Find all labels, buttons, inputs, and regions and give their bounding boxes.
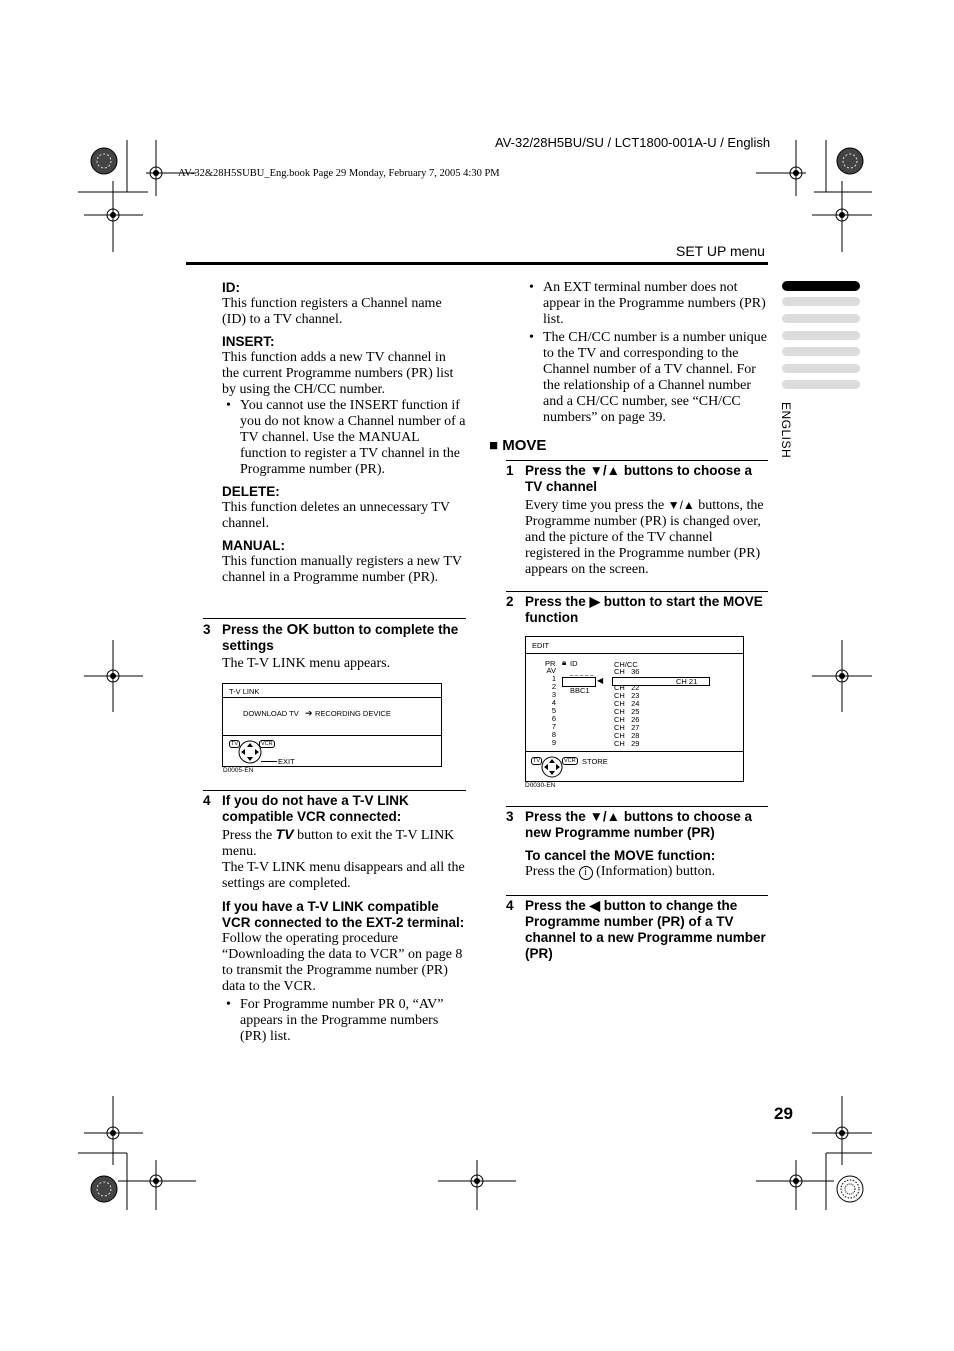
down-up-arrows-icon: ▼/▲ [589, 463, 621, 478]
step-number: 3 [506, 809, 514, 824]
edit-title: EDIT [532, 641, 550, 650]
moving-channel: CH 21 [676, 677, 698, 686]
pr-item: 5 [551, 706, 556, 715]
cancel-text-b: (Information) button. [596, 864, 716, 879]
step-number: 4 [203, 793, 211, 808]
divider [203, 618, 466, 619]
id-heading: ID: [222, 280, 240, 295]
screen-code: D0005-EN [223, 767, 254, 774]
chcc-item: CH 26 [614, 715, 640, 724]
exit-line [261, 761, 277, 762]
right-step-2 [506, 594, 768, 626]
pr-item: 3 [551, 690, 556, 699]
tab-active [782, 281, 860, 291]
recording-label: RECORDING DEVICE [315, 709, 391, 718]
pr-item: 1 [551, 674, 556, 683]
screen-divider [223, 735, 441, 736]
delete-text: This function deletes an unnecessary TV channel. [222, 500, 450, 531]
id-dashes: – – – – – [570, 673, 594, 679]
tab [782, 364, 860, 373]
id-text: This function registers a Channel name (ID) to a TV channel. [222, 296, 442, 327]
step-number: 1 [506, 463, 514, 478]
divider [203, 790, 466, 791]
dpad-icon [237, 739, 263, 765]
screen-code: D0030-EN [525, 782, 556, 789]
move-title: MOVE [502, 437, 547, 454]
step4-text2: The T-V LINK menu disappears and all the settings are completed. [222, 860, 465, 891]
pr-item: 4 [551, 698, 556, 707]
side-tab-english: ENGLISH [779, 402, 793, 459]
step3-head-b: button to complete the settings [222, 622, 459, 653]
tvlink-screen [222, 683, 442, 767]
chcc-item: CH 23 [614, 691, 640, 700]
tvlink-compatible-heading: If you have a T-V LINK compatible VCR connected to the EXT-2 terminal: [222, 899, 465, 930]
section-title: SET UP menu [676, 243, 765, 259]
tv-button: TV [231, 741, 239, 747]
tv-icon: TV [275, 826, 294, 842]
ext-bullet: • An EXT terminal number does not appear in the Programme numbers (PR) list. [525, 280, 767, 328]
left-step-4 [203, 793, 465, 1045]
step4-text-b: button to exit the T-V LINK menu. [222, 828, 455, 859]
pr-column-header: PR [545, 659, 556, 668]
chcc-item: CH 29 [614, 739, 640, 748]
chcc-item: CH 36 [614, 667, 640, 676]
step-number: 3 [203, 622, 211, 637]
tab [782, 297, 860, 306]
screen-divider [223, 697, 441, 698]
info-icon: i [579, 866, 593, 880]
divider [506, 591, 768, 592]
pr-item: 7 [551, 722, 556, 731]
pr-item: AV [546, 666, 556, 675]
tab [782, 380, 860, 389]
vcr-button: VCR [261, 741, 273, 747]
down-up-arrows-icon: ▼/▲ [667, 498, 695, 512]
dpad-icon [540, 755, 564, 779]
arrow-right-icon: ➔ [305, 708, 313, 718]
divider [506, 895, 768, 896]
exit-label: EXIT [278, 757, 295, 766]
ok-icon: OK [286, 621, 310, 638]
s4-head-b: button to change the Programme number (PR) of a TV channel to a new Programme number (PR) [525, 898, 766, 961]
chcc-column-header: CH/CC [614, 660, 638, 669]
bbc1-label: BBC1 [570, 686, 590, 695]
lock-icon: 🔒︎ [562, 658, 567, 667]
cancel-text-a: Press the [525, 864, 576, 879]
model-line: AV-32/28H5BU/SU / LCT1800-001A-U / English [495, 135, 771, 150]
right-column-top [525, 280, 767, 426]
tab [782, 314, 860, 323]
manual-text: This function manually registers a new TV channel in a Programme number (PR). [222, 554, 462, 585]
left-column [222, 280, 466, 586]
pr-item: 9 [551, 738, 556, 747]
right-step-4 [506, 898, 768, 962]
chcc-item: CH 28 [614, 731, 640, 740]
square-bullet-icon: ■ [489, 437, 499, 454]
chcc-item: CH 22 [614, 683, 640, 692]
s4-head-a: Press the [525, 898, 586, 913]
vcr-button: VCR [564, 758, 576, 764]
store-label: STORE [582, 757, 608, 766]
s2-head-b: button to start the MOVE function [525, 594, 763, 625]
tvlink-title: T-V LINK [229, 687, 260, 696]
s3-head-b: buttons to choose a new Programme number (PR) [525, 809, 753, 840]
chcc-item: CH 24 [614, 699, 640, 708]
chcc-item: CH 25 [614, 707, 640, 716]
page-number: 29 [774, 1104, 793, 1123]
insert-heading: INSERT: [222, 334, 275, 349]
right-step-1 [506, 463, 768, 578]
right-step-3 [506, 809, 768, 880]
divider [506, 806, 768, 807]
insert-bullet: • You cannot use the INSERT function if you do not know a Channel number of a TV channel. Use the MANUAL function to register a TV channel in the Programme number (PR). [222, 398, 466, 478]
pr-item: 2 [551, 682, 556, 691]
pr-item: 6 [551, 714, 556, 723]
id-column-header: ID [570, 659, 578, 668]
step-number: 2 [506, 594, 514, 609]
left-pointer-icon: ◀ [597, 676, 604, 685]
download-label: DOWNLOAD TV [243, 709, 299, 718]
chcc-bullet: • The CH/CC number is a number unique to the TV and corresponding to the Channel number of a TV channel. For the relationship of a Channel number and a CH/CC number, see “CH/CC numbers” on page 39. [525, 330, 767, 426]
s1-head-b: buttons to choose a TV channel [525, 463, 753, 494]
left-arrow-icon: ◀ [589, 898, 600, 913]
edit-screen [525, 636, 744, 782]
cancel-heading: To cancel the MOVE function: [525, 848, 716, 863]
step3-head-a: Press the [222, 622, 283, 637]
header-rule [186, 262, 768, 265]
down-up-arrows-icon: ▼/▲ [589, 809, 621, 824]
tv-button: TV [533, 758, 541, 764]
tvlink-compatible-text: Follow the operating procedure “Downloading the data to VCR” on page 8 to transmit the Programme number (PR) data to the VCR. [222, 931, 463, 994]
s1-head-a: Press the [525, 463, 586, 478]
step4-text-a: Press the [222, 828, 273, 843]
delete-heading: DELETE: [222, 484, 280, 499]
manual-heading: MANUAL: [222, 538, 285, 553]
screen-divider [526, 653, 743, 654]
step4-heading: If you do not have a T-V LINK compatible VCR connected: [222, 793, 409, 824]
tab [782, 347, 860, 356]
divider [506, 460, 768, 461]
right-arrow-icon: ▶ [589, 594, 600, 609]
step-number: 4 [506, 898, 514, 913]
tab [782, 331, 860, 340]
step3-text: The T-V LINK menu appears. [222, 656, 391, 671]
s3-head-a: Press the [525, 809, 586, 824]
book-line: AV-32&28H5SUBU_Eng.book Page 29 Monday, February 7, 2005 4:30 PM [178, 168, 500, 179]
screen-divider [526, 751, 743, 752]
insert-text: This function adds a new TV channel in the current Programme numbers (PR) list by using the CH/CC number. [222, 350, 454, 397]
pr-item: 8 [551, 730, 556, 739]
pr-list [542, 667, 556, 747]
s1-text-a: Every time you press the [525, 498, 665, 513]
s1-text-b: buttons, the Programme number (PR) is changed over, and the picture of the TV channel registered in the Programme number (PR) appears on the screen. [525, 498, 764, 577]
move-heading [489, 437, 546, 454]
pr0-bullet: • For Programme number PR 0, “AV” appears in the Programme numbers (PR) list. [222, 997, 465, 1045]
chcc-item: CH 27 [614, 723, 640, 732]
s2-head-a: Press the [525, 594, 586, 609]
left-step-3 [203, 622, 465, 672]
